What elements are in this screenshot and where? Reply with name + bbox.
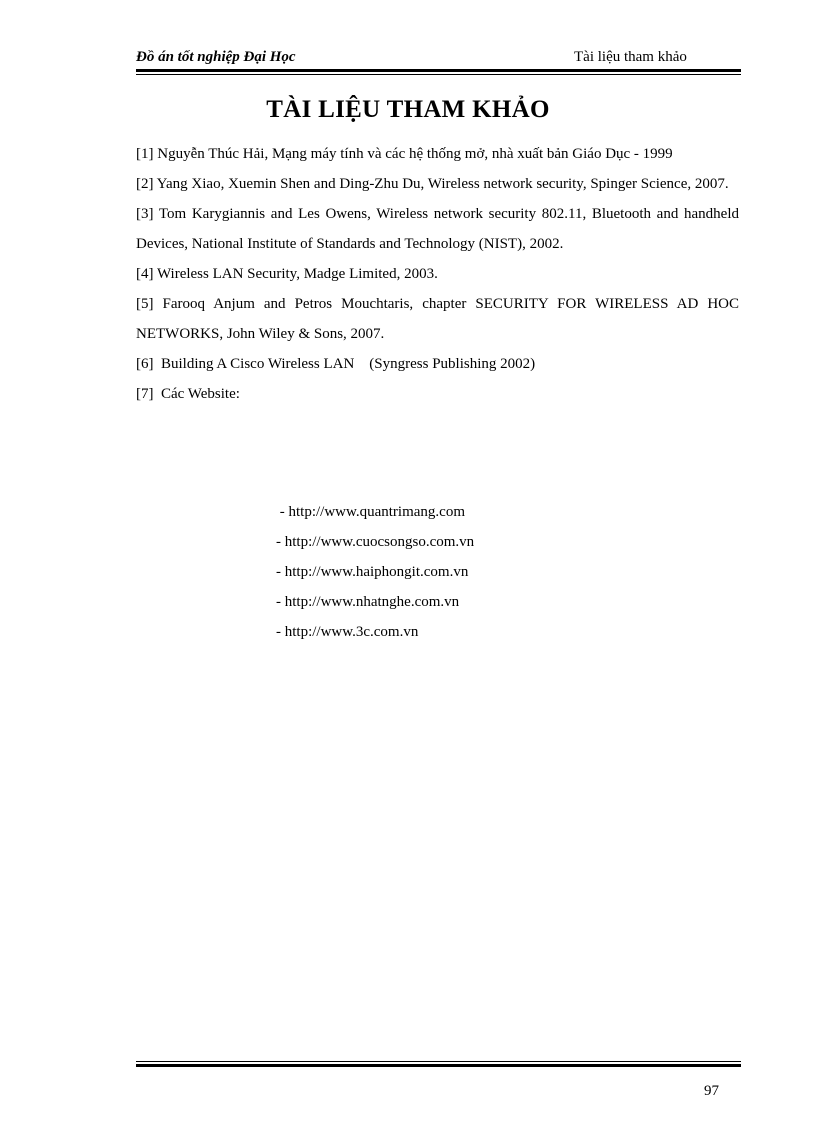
reference-item-6: [6] Building A Cisco Wireless LAN (Syngress Publishing 2002)	[136, 356, 536, 372]
header-divider	[136, 69, 741, 75]
reference-item-7: [7] Các Website:	[136, 386, 240, 402]
website-list	[276, 497, 474, 647]
reference-item-3: [3] Tom Karygiannis and Les Owens, Wireless network security 802.11, Bluetooth and handheld Devices, National Institute of Standards and Technology (NIST), 2002.	[136, 206, 739, 252]
page-number: 97	[704, 1083, 719, 1099]
website-link-3c[interactable]: - http://www.3c.com.vn	[276, 624, 419, 640]
reference-item-1: [1] Nguyễn Thúc Hải, Mạng máy tính và các hệ thống mở, nhà xuất bản Giáo Dục - 1999	[136, 146, 673, 162]
website-link-nhatnghe[interactable]: - http://www.nhatnghe.com.vn	[276, 594, 460, 610]
website-link-haiphongit[interactable]: - http://www.haiphongit.com.vn	[276, 564, 469, 580]
reference-item-2: [2] Yang Xiao, Xuemin Shen and Ding-Zhu Du, Wireless network security, Spinger Science, 2007.	[136, 176, 729, 192]
reference-list	[136, 139, 739, 409]
page-title: TÀI LIỆU THAM KHẢO	[266, 96, 550, 123]
header-document-title: Đồ án tốt nghiệp Đại Học	[136, 49, 296, 65]
footer-divider	[136, 1061, 741, 1067]
website-link-cuocsongso[interactable]: - http://www.cuocsongso.com.vn	[276, 534, 475, 550]
reference-item-4: [4] Wireless LAN Security, Madge Limited, 2003.	[136, 266, 438, 282]
website-link-quantrimang[interactable]: - http://www.quantrimang.com	[276, 504, 465, 520]
reference-item-5: [5] Farooq Anjum and Petros Mouchtaris, chapter SECURITY FOR WIRELESS AD HOC NETWORKS, John Wiley & Sons, 2007.	[136, 296, 739, 342]
header-section-title: Tài liệu tham khảo	[574, 49, 687, 65]
